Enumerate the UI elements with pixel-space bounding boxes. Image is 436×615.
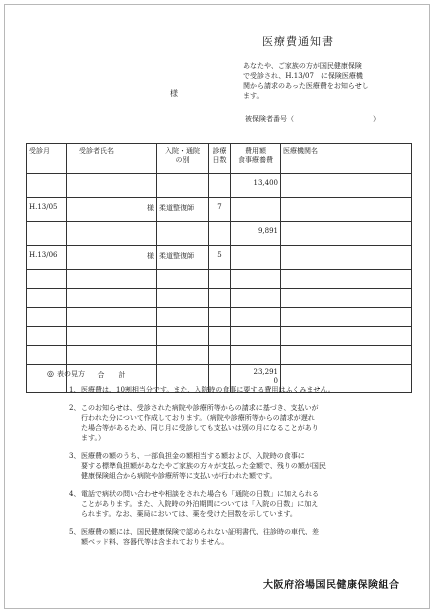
notice-line: ます。 xyxy=(243,92,264,100)
total-amount: 23,291 xyxy=(253,368,278,376)
table-row xyxy=(27,308,412,327)
header-month: 受診月 xyxy=(27,144,67,174)
page-title: 医療費通知書 xyxy=(262,35,334,48)
note-item: 4、 電話で病状の問い合わせや相談をされた場合も「通院の日数」に加えられる ことがあります。また、入院時の外泊期間については「入院の日数」に加え られます。なお、薬局においては、薬を受けた回数を示しています。 xyxy=(69,490,319,518)
table-row xyxy=(27,346,412,365)
document-page xyxy=(4,4,430,609)
insured-number xyxy=(245,114,380,124)
insured-number-close: ） xyxy=(373,115,380,123)
cost-cell: 9,891 xyxy=(231,222,281,246)
header-cost: 費用額 食事療養費 xyxy=(231,144,281,174)
month-cell: H.13/06 xyxy=(27,246,67,270)
visit-type-cell: 柔道整復師 xyxy=(157,246,209,270)
table-row xyxy=(27,270,412,289)
total-meal: 0 xyxy=(273,377,278,385)
legend-title: 表の見方 xyxy=(56,370,85,378)
notice-text xyxy=(243,61,413,101)
note-item: 5、 医療費の額には、国民健康保険で認められない証明書代、往診時の車代、差 額ベッド料、容器代等は含まれておりません。 xyxy=(69,528,319,546)
total-label: 合 計 xyxy=(67,365,157,393)
days-cell: 7 xyxy=(209,198,231,222)
medical-cost-table xyxy=(26,143,412,393)
header-type: 入院・通院 の別 xyxy=(157,144,209,174)
patient-name-cell: 様 xyxy=(67,246,157,270)
table-row xyxy=(27,246,412,270)
patient-name-cell: 様 xyxy=(67,198,157,222)
days-cell: 5 xyxy=(209,246,231,270)
notes-list xyxy=(69,385,369,555)
notice-line: で受診され、H.13/07 に保険医療機 xyxy=(243,72,363,80)
table-row xyxy=(27,327,412,346)
legend-heading xyxy=(47,369,85,379)
notice-line: 関から請求のあった医療費をお知らせし xyxy=(243,82,369,90)
header-days: 診療 日数 xyxy=(209,144,231,174)
recipient-honorific: 様 xyxy=(170,89,178,98)
table-row xyxy=(27,222,412,246)
notice-line: あなたや、ご家族の方が国民健康保険 xyxy=(243,62,362,70)
note-item: 2、 このお知らせは、受診された病院や診療所等からの請求に基づき、支払いが 行われた分について作成しております。（病院や診療所等からの請求が遅れ た場合等があるため、同じ月に受診しても支払いは別の月になることがあり ます。） xyxy=(69,404,319,442)
note-item: 1、 医療費は、10割相当分です。また、入院時の食事に要する費用はふくみません。 xyxy=(69,386,335,394)
header-facility: 医療機関名 xyxy=(281,144,412,174)
note-item: 3、 医療費の額のうち、一部負担金の額相当する額および、入院時の食事に 要する標準負担額があなたやご家族の方々が支払った金額で、残りの額が国民 健康保険組合から病院や診療所等に支払いが行われた額です。 xyxy=(69,452,326,480)
table-header-row xyxy=(27,144,412,174)
cost-cell: 13,400 xyxy=(231,174,281,198)
visit-type-cell: 柔道整復師 xyxy=(157,198,209,222)
insured-number-label: 被保険者番号（ xyxy=(245,115,294,123)
table-row xyxy=(27,198,412,222)
organization-name: 大阪府浴場国民健康保険組合 xyxy=(263,580,400,591)
header-name: 受診者氏名 xyxy=(67,144,157,174)
month-cell: H.13/05 xyxy=(27,198,67,222)
double-circle-icon: ◎ xyxy=(47,369,54,378)
table-row xyxy=(27,289,412,308)
table-row xyxy=(27,174,412,198)
